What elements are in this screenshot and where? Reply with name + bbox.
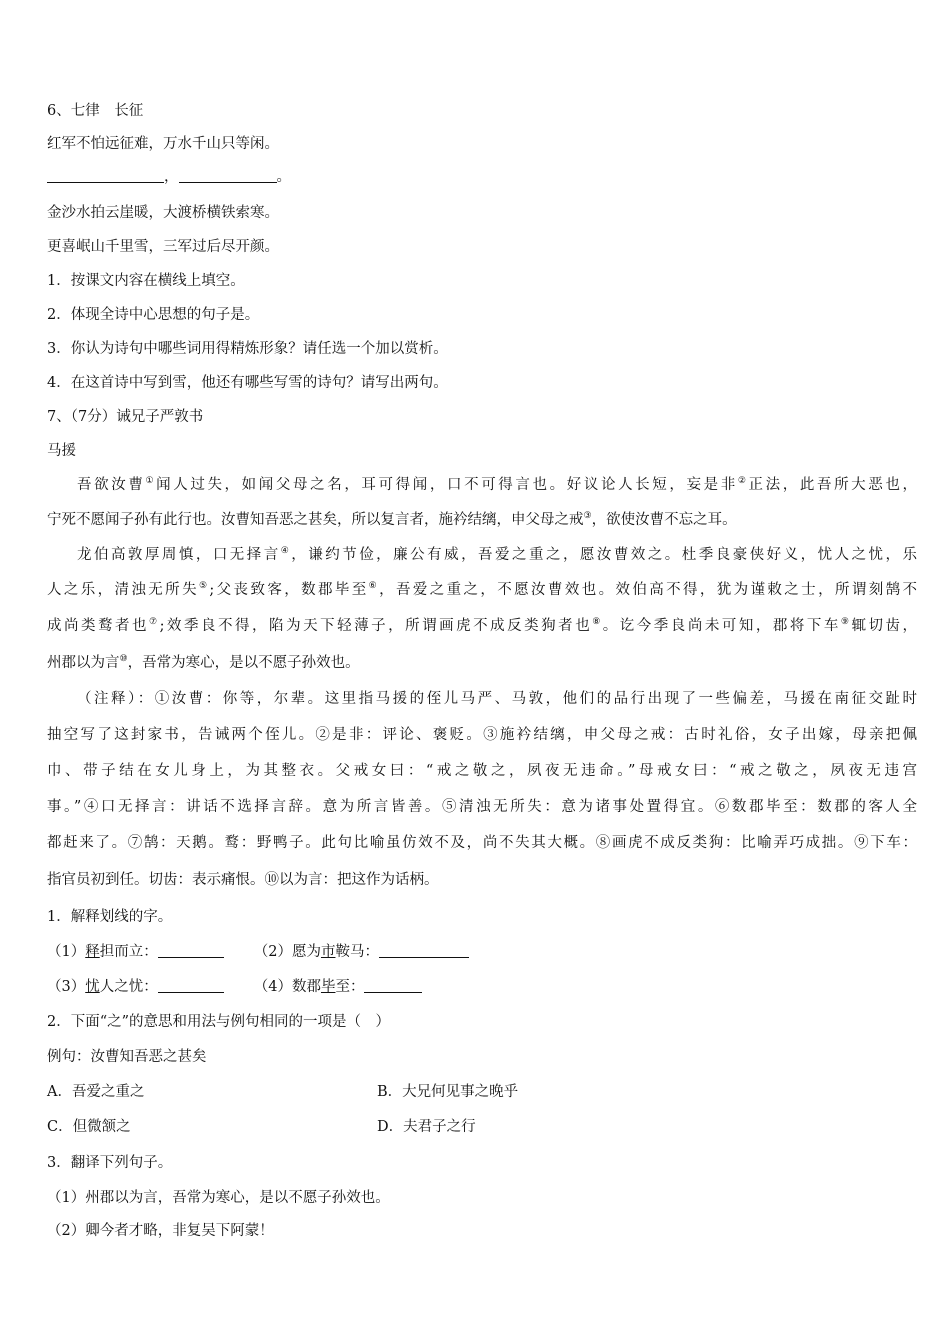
poem-line-4: 更喜岷山千里雪，三军过后尽开颜。 bbox=[47, 239, 279, 255]
answer-blank-4[interactable] bbox=[364, 992, 422, 993]
q6-title: 6、七律 长征 bbox=[47, 103, 144, 119]
notes-line-6: 指官员初到任。切齿：表示痛恨。⑩以为言：把这作为话柄。 bbox=[47, 872, 439, 888]
q7-title: 7、（7分）诫兄子严敦书 bbox=[47, 409, 204, 425]
option-a[interactable]: A．吾爱之重之 bbox=[47, 1084, 145, 1100]
option-b[interactable]: B．大兄何见事之晚乎 bbox=[377, 1084, 519, 1100]
q7-sub-2-options-row-1 bbox=[47, 1081, 518, 1103]
passage-p1-line-2: 宁死不愿闻子孙有此行也。汝曹知吾恶之甚矣，所以复言者，施衿结缡，申父母之戒③，欲使汝曹不忘之耳。 bbox=[47, 511, 737, 528]
poem-line-1: 红军不怕远征难，万水千山只等闲。 bbox=[47, 136, 279, 152]
q6-sub-3: 3．你认为诗句中哪些词用得精炼形象？请任选一个加以赏析。 bbox=[47, 341, 448, 357]
q7-sub-3-item-2: （2）卿今者才略，非复吴下阿蒙！ bbox=[47, 1223, 274, 1239]
q6-sub-4: 4．在这首诗中写到雪，他还有哪些写雪的诗句？请写出两句。 bbox=[47, 375, 448, 391]
passage-p2-line-3: 成尚类鹜者也⑦;效季良不得，陷为天下轻薄子，所谓画虎不成反类狗者也⑧。讫今季良尚未可知，郡将下车⑨辄切齿， bbox=[47, 617, 917, 634]
answer-blank-1[interactable] bbox=[158, 957, 224, 958]
q6-sub-1: 1．按课文内容在横线上填空。 bbox=[47, 273, 245, 289]
option-c[interactable]: C．但微颔之 bbox=[47, 1119, 131, 1135]
q7-author: 马援 bbox=[47, 443, 76, 459]
answer-blank-3[interactable] bbox=[158, 992, 224, 993]
q6-sub-2: 2．体现全诗中心思想的句子是。 bbox=[47, 307, 260, 323]
q7-sub-2-title: 2．下面“之”的意思和用法与例句相同的一项是（ ） bbox=[47, 1014, 391, 1030]
q7-sub-2-options-row-2 bbox=[47, 1116, 476, 1138]
poem-blank-line: ， 。 bbox=[47, 166, 291, 188]
notes-line-1: （注释）：①汝曹：你等，尔辈。这里指马援的侄儿马严、马敦，他们的品行出现了一些偏差，马援在南征交趾时 bbox=[77, 691, 917, 707]
notes-line-4: 事。”④口无择言：讲话不选择言辞。意为所言皆善。⑤清浊无所失：意为诸事处置得宜。⑥数郡毕至：数郡的客人全 bbox=[47, 799, 917, 815]
passage-p2-line-1: 龙伯高敦厚周慎，口无择言④，谦约节俭，廉公有威，吾爱之重之，愿汝曹效之。杜季良豪侠好义，忧人之忧，乐 bbox=[77, 546, 918, 563]
q7-sub-3-item-1: （1）州郡以为言，吾常为寒心，是以不愿子孙效也。 bbox=[47, 1190, 390, 1206]
q7-sub-3-title: 3．翻译下列句子。 bbox=[47, 1155, 173, 1171]
blank-1[interactable] bbox=[47, 182, 164, 183]
notes-line-2: 抽空写了这封家书，告诫两个侄儿。②是非：评论、褒贬。③施衿结缡，申父母之戒：古时礼俗，女子出嫁，母亲把佩 bbox=[47, 727, 917, 743]
poem-line-3: 金沙水拍云崖暖，大渡桥横铁索寒。 bbox=[47, 205, 279, 221]
q7-sub-1-row-2: （3）忧人之忧： （4）数郡毕至： bbox=[47, 976, 422, 998]
notes-line-5: 都赶来了。⑦鹄：天鹅。鹜：野鸭子。此句比喻虽仿效不及，尚不失其大概。⑧画虎不成反类狗：比喻弄巧成拙。⑨下车： bbox=[47, 835, 917, 851]
notes-line-3: 巾、带子结在女儿身上，为其整衣。父戒女曰：“戒之敬之，夙夜无违命。”母戒女曰：“戒之敬之，夙夜无违宫 bbox=[47, 763, 917, 779]
answer-blank-2[interactable] bbox=[379, 957, 469, 958]
q7-sub-2-example: 例句：汝曹知吾恶之甚矣 bbox=[47, 1049, 207, 1065]
blank-2[interactable] bbox=[179, 182, 277, 183]
passage-p2-line-2: 人之乐，清浊无所失⑤;父丧致客，数郡毕至⑥，吾爱之重之，不愿汝曹效也。效伯高不得，犹为谨敕之士，所谓刻鹄不 bbox=[47, 581, 917, 598]
option-d[interactable]: D．夫君子之行 bbox=[377, 1119, 476, 1135]
passage-p2-line-4: 州郡以为言⑩，吾常为寒心，是以不愿子孙效也。 bbox=[47, 654, 360, 671]
q7-sub-1-row-1: （1）释担而立： （2）愿为市鞍马： bbox=[47, 941, 469, 963]
passage-p1-line-1: 吾欲汝曹①闻人过失，如闻父母之名，耳可得闻，口不可得言也。好议论人长短，妄是非②正法，此吾所大恶也， bbox=[77, 476, 918, 493]
q7-sub-1-title: 1．解释划线的字。 bbox=[47, 909, 173, 925]
